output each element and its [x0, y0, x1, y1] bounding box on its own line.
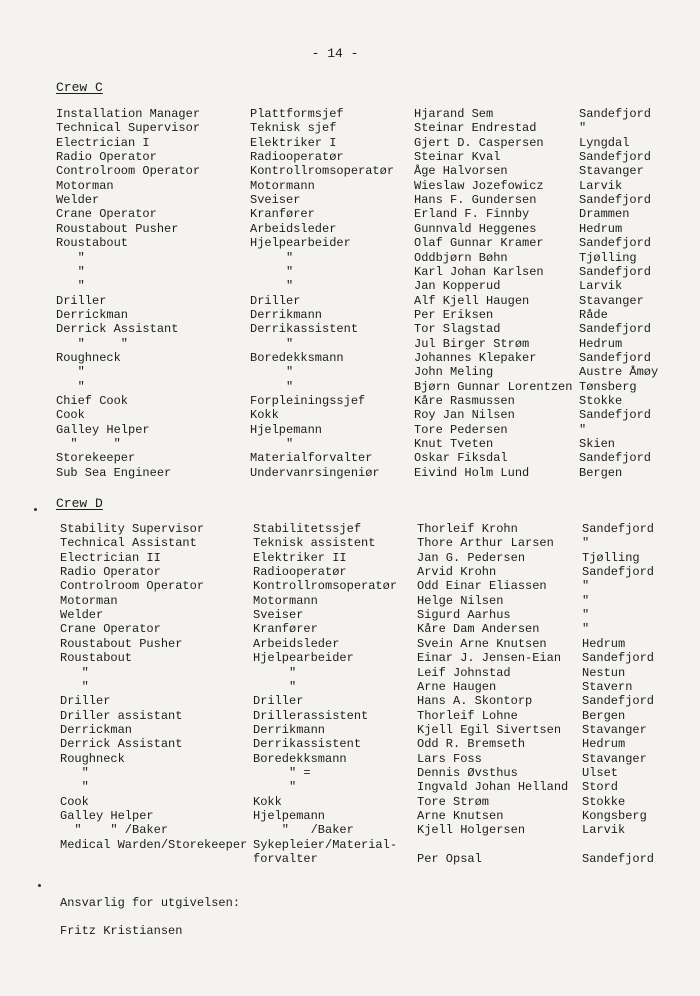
role-norwegian: Kranfører — [250, 207, 315, 222]
home-town: Hedrum — [582, 636, 626, 651]
page-number: - 14 - — [311, 46, 359, 61]
home-town: Stavanger — [579, 164, 644, 179]
crew-row — [0, 337, 690, 351]
home-town: Austre Åmøy — [579, 365, 659, 380]
crew-row — [0, 351, 690, 365]
role-english: Welder — [56, 193, 100, 208]
role-norwegian: Derrikassistent — [250, 322, 359, 337]
person-name: Thorleif Lohne — [417, 708, 518, 723]
person-name: Alf Kjell Haugen — [414, 293, 530, 308]
role-english: Stability Supervisor — [60, 522, 205, 536]
crew-row — [0, 236, 690, 250]
role-english: Installation Manager — [56, 107, 201, 121]
role-norwegian: Sveiser — [253, 608, 304, 623]
role-english: " " — [56, 336, 129, 351]
person-name: Steinar Kval — [414, 150, 501, 165]
role-english: Cook — [60, 794, 89, 809]
person-name: Per Eriksen — [414, 307, 494, 322]
role-norwegian: Boredekksmann — [253, 751, 347, 766]
role-english: Motorman — [56, 178, 114, 193]
role-norwegian: Sykepleier/Material- — [253, 837, 398, 852]
person-name: Oskar Fiksdal — [414, 451, 508, 466]
crew-row — [0, 121, 690, 135]
role-english: Derrickman — [56, 307, 129, 322]
role-norwegian: Derrikmann — [250, 307, 323, 322]
role-english: " — [60, 679, 89, 694]
crew-row — [0, 608, 690, 622]
role-english: Derrickman — [60, 722, 133, 737]
crew-row — [0, 536, 690, 550]
person-name: Arne Haugen — [417, 679, 497, 694]
crew-row — [0, 752, 690, 766]
role-english: Sub Sea Engineer — [56, 465, 172, 480]
role-english: " — [56, 264, 85, 279]
crew-row — [0, 637, 690, 651]
crew-row — [0, 579, 690, 593]
role-english: Technical Assistant — [60, 536, 197, 551]
person-name: Knut Tveten — [414, 437, 494, 452]
role-norwegian: " — [253, 665, 297, 680]
crew-row — [0, 651, 690, 665]
responsible-label: Ansvarlig for utgivelsen: — [60, 896, 241, 910]
role-english: Controlroom Operator — [60, 579, 205, 594]
home-town: Larvik — [582, 823, 626, 838]
home-town: " — [582, 593, 590, 608]
home-town: Stavanger — [582, 751, 647, 766]
home-town: Stokke — [579, 394, 623, 408]
role-english: Driller — [56, 293, 107, 308]
crew-row — [0, 107, 690, 121]
crew-row — [0, 423, 690, 437]
crew-row — [0, 823, 690, 837]
role-norwegian: Derrikmann — [253, 722, 326, 737]
role-norwegian: Driller — [253, 694, 304, 709]
person-name: John Meling — [414, 365, 494, 380]
person-name: Olaf Gunnar Kramer — [414, 236, 544, 251]
role-norwegian: " — [250, 264, 294, 279]
role-english: Roustabout Pusher — [56, 221, 179, 236]
home-town: Sandefjord — [579, 350, 652, 365]
role-english: " " — [56, 437, 121, 452]
role-norwegian: Plattformsjef — [250, 107, 344, 121]
crew-row — [0, 294, 690, 308]
role-english: Roughneck — [60, 751, 125, 766]
person-name: Eivind Holm Lund — [414, 465, 530, 480]
person-name: Kjell Egil Sivertsen — [417, 722, 562, 737]
role-norwegian: Arbeidsleder — [250, 221, 337, 236]
role-english: Galley Helper — [60, 809, 154, 823]
person-name: Arne Knutsen — [417, 809, 504, 823]
person-name: Ingvald Johan Helland — [417, 780, 569, 795]
person-name: Wieslaw Jozefowicz — [414, 178, 544, 193]
person-name: Steinar Endrestad — [414, 121, 537, 136]
home-town: Sandefjord — [579, 408, 652, 423]
crew-row — [0, 838, 690, 852]
crew-row — [0, 193, 690, 207]
person-name: Gunnvald Heggenes — [414, 221, 537, 236]
home-town: Kongsberg — [582, 809, 647, 823]
role-norwegian: " — [250, 279, 294, 294]
home-town: " — [579, 422, 587, 437]
home-town: Sandefjord — [579, 236, 652, 251]
person-name: Kjell Holgersen — [417, 823, 526, 838]
role-english: Controlroom Operator — [56, 164, 201, 179]
crew-row — [0, 179, 690, 193]
role-english: " — [60, 665, 89, 680]
role-norwegian: Hjelpearbeider — [250, 236, 351, 251]
role-norwegian: Radiooperatør — [253, 565, 347, 580]
home-town: Sandefjord — [579, 264, 652, 279]
person-name: Arvid Krohn — [417, 565, 497, 580]
role-norwegian: Elektriker I — [250, 135, 337, 150]
crew-row — [0, 780, 690, 794]
home-town: Hedrum — [579, 221, 623, 236]
person-name: Kåre Rasmussen — [414, 394, 515, 408]
person-name: Lars Foss — [417, 751, 482, 766]
crew-row — [0, 852, 690, 866]
home-town: Larvik — [579, 178, 623, 193]
home-town: " — [582, 536, 590, 551]
role-english: Crane Operator — [60, 622, 161, 637]
person-name: Sigurd Aarhus — [417, 608, 511, 623]
role-norwegian: " /Baker — [253, 823, 354, 838]
crew-c-title: Crew C — [56, 80, 103, 95]
role-english: " " /Baker — [60, 823, 169, 838]
role-english: Medical Warden/Storekeeper — [60, 837, 248, 852]
crew-row — [0, 522, 690, 536]
person-name: Kåre Dam Andersen — [417, 622, 540, 637]
person-name: Roy Jan Nilsen — [414, 408, 515, 423]
role-norwegian: Motormann — [253, 593, 318, 608]
crew-row — [0, 322, 690, 336]
role-english: Roustabout — [60, 651, 133, 666]
crew-row — [0, 466, 690, 480]
crew-row — [0, 666, 690, 680]
person-name: Jan G. Pedersen — [417, 550, 526, 565]
home-town: Sandefjord — [582, 522, 655, 536]
role-english: Roustabout Pusher — [60, 636, 183, 651]
role-english: " — [56, 365, 85, 380]
role-norwegian: Kontrollromsoperatør — [253, 579, 398, 594]
role-norwegian: " — [250, 250, 294, 265]
crew-row — [0, 565, 690, 579]
role-english: Driller — [60, 694, 111, 709]
margin-dot — [38, 884, 41, 887]
home-town: Sandefjord — [579, 150, 652, 165]
role-norwegian: Teknisk assistent — [253, 536, 376, 551]
crew-row — [0, 394, 690, 408]
person-name: Tor Slagstad — [414, 322, 501, 337]
home-town: Tjølling — [579, 250, 637, 265]
home-town: Larvik — [579, 279, 623, 294]
person-name: Tore Pedersen — [414, 422, 508, 437]
crew-row — [0, 451, 690, 465]
crew-row — [0, 365, 690, 379]
home-town: Tjølling — [582, 550, 640, 565]
role-norwegian: Kranfører — [253, 622, 318, 637]
role-norwegian: " — [253, 679, 297, 694]
role-english: Chief Cook — [56, 394, 129, 408]
person-name: Svein Arne Knutsen — [417, 636, 547, 651]
role-norwegian: Motormann — [250, 178, 315, 193]
crew-d-title: Crew D — [56, 496, 103, 511]
home-town: Drammen — [579, 207, 630, 222]
home-town: " — [579, 121, 587, 136]
home-town: Stokke — [582, 794, 626, 809]
role-norwegian: Undervanrsingeniør — [250, 465, 380, 480]
crew-row — [0, 265, 690, 279]
crew-row — [0, 437, 690, 451]
role-norwegian: Stabilitetssjef — [253, 522, 362, 536]
role-norwegian: Elektriker II — [253, 550, 347, 565]
role-english: Welder — [60, 608, 104, 623]
role-norwegian: Teknisk sjef — [250, 121, 337, 136]
person-name: Odd R. Bremseth — [417, 737, 526, 752]
person-name: Per Opsal — [417, 852, 482, 867]
role-english: " — [56, 379, 85, 394]
role-english: Radio Operator — [56, 150, 157, 165]
crew-row — [0, 380, 690, 394]
crew-row — [0, 694, 690, 708]
person-name: Åge Halvorsen — [414, 164, 508, 179]
role-english: Derrick Assistant — [56, 322, 179, 337]
role-english: Radio Operator — [60, 565, 161, 580]
home-town: Stavern — [582, 679, 633, 694]
person-name: Hans F. Gundersen — [414, 193, 537, 208]
role-english: Roustabout — [56, 236, 129, 251]
crew-row — [0, 279, 690, 293]
crew-row — [0, 150, 690, 164]
crew-row — [0, 207, 690, 221]
person-name: Jul Birger Strøm — [414, 336, 530, 351]
home-town: Sandefjord — [582, 651, 655, 666]
role-english: Roughneck — [56, 350, 121, 365]
role-norwegian: Derrikassistent — [253, 737, 362, 752]
role-english: Crane Operator — [56, 207, 157, 222]
role-english: Driller assistant — [60, 708, 183, 723]
home-town: Råde — [579, 307, 608, 322]
role-norwegian: Boredekksmann — [250, 350, 344, 365]
home-town: Sandefjord — [579, 193, 652, 208]
crew-row — [0, 136, 690, 150]
crew-row — [0, 408, 690, 422]
crew-row — [0, 222, 690, 236]
person-name: Hjarand Sem — [414, 107, 494, 121]
home-town: Tønsberg — [579, 379, 637, 394]
crew-row — [0, 680, 690, 694]
home-town: Bergen — [582, 708, 626, 723]
person-name: Karl Johan Karlsen — [414, 264, 544, 279]
role-norwegian: " — [250, 336, 294, 351]
person-name: Thorleif Krohn — [417, 522, 518, 536]
person-name: Tore Strøm — [417, 794, 490, 809]
person-name: Jan Kopperud — [414, 279, 501, 294]
home-town: " — [582, 579, 590, 594]
role-english: " — [60, 765, 89, 780]
home-town: Skien — [579, 437, 616, 452]
crew-row — [0, 594, 690, 608]
role-norwegian: Radiooperatør — [250, 150, 344, 165]
role-norwegian: Driller — [250, 293, 301, 308]
crew-row — [0, 551, 690, 565]
person-name: Johannes Klepaker — [414, 350, 537, 365]
role-norwegian: Arbeidsleder — [253, 636, 340, 651]
person-name: Gjert D. Caspersen — [414, 135, 544, 150]
role-english: Motorman — [60, 593, 118, 608]
role-norwegian: forvalter — [253, 852, 318, 867]
person-name: Odd Einar Eliassen — [417, 579, 547, 594]
home-town: Sandefjord — [582, 694, 655, 709]
role-norwegian: " — [250, 365, 294, 380]
role-english: " — [56, 250, 85, 265]
person-name: Oddbjørn Bøhn — [414, 250, 508, 265]
responsible-name: Fritz Kristiansen — [60, 924, 183, 938]
crew-row — [0, 795, 690, 809]
person-name: Leif Johnstad — [417, 665, 511, 680]
person-name: Dennis Øvsthus — [417, 765, 518, 780]
crew-row — [0, 809, 690, 823]
role-norwegian: Kokk — [250, 408, 279, 423]
role-norwegian: Forpleiningssjef — [250, 394, 366, 408]
home-town: Bergen — [579, 465, 623, 480]
crew-row — [0, 622, 690, 636]
home-town: Stavanger — [582, 722, 647, 737]
home-town: Hedrum — [582, 737, 626, 752]
person-name: Bjørn Gunnar Lorentzen — [414, 379, 573, 394]
role-norwegian: Hjelpemann — [253, 809, 326, 823]
person-name: Hans A. Skontorp — [417, 694, 533, 709]
role-english: Storekeeper — [56, 451, 136, 466]
crew-row — [0, 723, 690, 737]
crew-row — [0, 251, 690, 265]
home-town: Sandefjord — [579, 107, 652, 121]
role-norwegian: " — [253, 780, 297, 795]
role-english: " — [60, 780, 89, 795]
crew-row — [0, 308, 690, 322]
role-english: Cook — [56, 408, 85, 423]
role-norwegian: Sveiser — [250, 193, 301, 208]
person-name: Helge Nilsen — [417, 593, 504, 608]
crew-row — [0, 766, 690, 780]
role-english: Technical Supervisor — [56, 121, 201, 136]
role-norwegian: Materialforvalter — [250, 451, 373, 466]
home-town: Sandefjord — [579, 322, 652, 337]
home-town: Stord — [582, 780, 619, 795]
role-english: Electrician II — [60, 550, 161, 565]
home-town: Sandefjord — [579, 451, 652, 466]
person-name: Einar J. Jensen-Eian — [417, 651, 562, 666]
person-name: Thore Arthur Larsen — [417, 536, 554, 551]
role-norwegian: Hjelpearbeider — [253, 651, 354, 666]
crew-row — [0, 164, 690, 178]
role-norwegian: Hjelpemann — [250, 422, 323, 437]
role-english: Electrician I — [56, 135, 150, 150]
home-town: Hedrum — [579, 336, 623, 351]
home-town: " — [582, 622, 590, 637]
margin-dot — [34, 508, 37, 511]
role-norwegian: " — [250, 379, 294, 394]
home-town: Stavanger — [579, 293, 644, 308]
crew-row — [0, 737, 690, 751]
home-town: Ulset — [582, 765, 619, 780]
home-town: Lyngdal — [579, 135, 630, 150]
role-english: Derrick Assistant — [60, 737, 183, 752]
role-norwegian: Drillerassistent — [253, 708, 369, 723]
role-norwegian: " = — [253, 765, 311, 780]
home-town: Sandefjord — [582, 565, 655, 580]
home-town: Nestun — [582, 665, 626, 680]
role-english: Galley Helper — [56, 422, 150, 437]
home-town: " — [582, 608, 590, 623]
crew-row — [0, 709, 690, 723]
home-town: Sandefjord — [582, 852, 655, 867]
role-norwegian: Kokk — [253, 794, 282, 809]
role-norwegian: Kontrollromsoperatør — [250, 164, 395, 179]
person-name: Erland F. Finnby — [414, 207, 530, 222]
role-english: " — [56, 279, 85, 294]
role-norwegian: " — [250, 437, 294, 452]
